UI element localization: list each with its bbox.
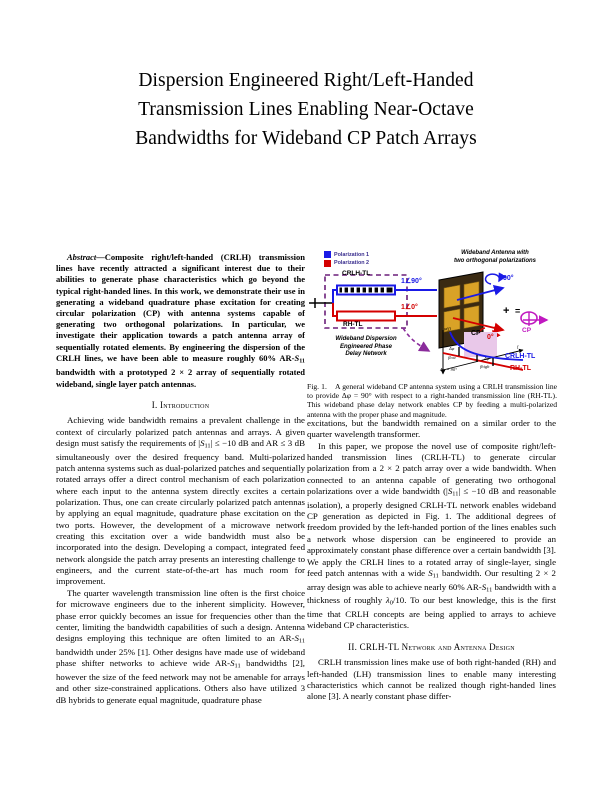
figure-1-caption — [307, 382, 557, 419]
intro-paragraph-1: Achieving wide bandwidth remains a prevalent challenge in the context of circularly polarized patch antennas and arrays. A given design must satisfy the requirements of $|S_{11}| \le -10$ dB and AR ≤ 3 dB simultaneously over the desired frequency band. Multi-polarized patch antenna systems such as dual-polarized patches and sequentially rotated arrays offer a direct control mechanism of each polarization where each input to the antenna system directly excites a certain polarization. Thus, one can create circularly polarized patch antennas by applying an equal magnitude, quadrature phase excitation on the two ports. However, the development of a microwave network creating this excitation over a wide bandwidth must also be incorporated into the design. Developing a compact, integrated feed network alongside the patch array presents an interesting challenge to engineers, and the current state-of-the-art has much room for improvement. — [56, 415, 306, 587]
inset-yaxis-label: φ(f) — [444, 326, 451, 331]
inset-series-rh-label: RH-TL — [510, 365, 531, 372]
section-number-1: I. — [151, 400, 158, 411]
phase-90-label: 1∠90° — [401, 278, 422, 285]
rotation-0-label: 0° — [487, 334, 494, 341]
network-line-1: Wideband Dispersion — [335, 336, 397, 342]
network-line-3: Delay Network — [345, 351, 387, 358]
antenna-title-line-2: two orthogonal polarizations — [454, 257, 536, 264]
rh-tl-block — [337, 312, 395, 321]
inset-xaxis-label: f — [517, 344, 519, 349]
left-column — [56, 252, 305, 706]
figure-caption-text: A general wideband CP antenna system using a CRLH transmission line to provide Δφ = 90° with respect to a right-handed transmission line (RH-TL). This wideband phase delay network enables CP by feeding a multi-polarized antenna with the proper phase and magnitude. — [307, 382, 558, 419]
intro-paragraph-2: The quarter wavelength transmission line often is the first choice for microwave engineers due to the inherent simplicity. However, phase error quickly becomes an issue for frequencies other than the center, limiting the bandwidth capabilities of such a design. Antenna designs employing this technique are often limited to an $AR-S_{11}$ bandwidth under 25% [1]. Other designs have made use of wideband phase shifter networks to achieve wide $AR-S_{11}$ bandwidths [2], however the size of the feed network may not be amenable for arrays and other size-constrained applications. Others also have utilized 3 dB hybrids to generate equal magnitude, quadrature phase — [56, 587, 305, 705]
patch-element-4 — [464, 306, 479, 329]
figure-1-graphic — [307, 248, 557, 378]
title-line-1: Dispersion Engineered Right/Left-Handed — [138, 70, 474, 91]
network-callout-text — [323, 336, 409, 359]
section-heading-introduction — [56, 400, 305, 410]
antenna-title-line-1: Wideband Antenna with — [461, 250, 529, 256]
inset-fhigh-label: fhigh — [480, 364, 490, 369]
title-line-2: Transmission Lines Enabling Near-Octave — [138, 99, 474, 120]
section-title-2: CRLH-TL Network and Antenna Design — [359, 642, 515, 653]
inset-note-label: Δφ = 90° — [440, 367, 458, 372]
abstract-body: Composite right/left-handed (CRLH) transmission lines have recently attracted a significant interest due to their abilities to generate phase characteristics which go beyond the typical right-handed lines. In this work, we demonstrate their use in generating a wideband quadrature phase excitation for creating circular polarization (CP) with antenna systems capable of generating two orthogonal polarizations. In particular, we investigate their application towards a patch antenna array of sequentially rotated elements. By engineering the dispersion of the CRLH lines, we have been able to measure roughly 60% $AR-S_{11}$ bandwidth with a prototyped 2 × 2 array of sequentially rotated wideband, single layer patch antennas. — [56, 252, 305, 389]
inset-delta-low-label: Δφ — [449, 346, 455, 351]
page-title — [72, 66, 540, 153]
rotation-90-loop-icon — [486, 274, 500, 284]
title-line-3: Bandwidths for Wideband CP Patch Arrays — [135, 128, 477, 149]
crlh-tl-block-label: CRLH-TL — [342, 270, 371, 277]
inset-delta-high-label: Δφ — [484, 356, 490, 361]
right-paragraph-2: In this paper, we propose the novel use of composite right/left-handed transmission lines (CRLH-TL) to generate circular polarization from a 2 × 2 patch array over a wide bandwidth. When connected to an antenna capable of generating two orthogonal polarizations over a wide bandwidth ($|S_{11}| \le -10$ dB and reasonable isolation), a properly designed CRLH-TL network enables wideband CP generation as depicted in Fig. 1. The additional degrees of freedom provided by the left-handed portion of the lines enables such a network whose dispersion can be engineered to provide an approximately constant phase difference over a certain bandwidth [3]. We apply the CRLH lines to a rotated array of single-layer, single feed patch antennas with a wide $S_{11}$ bandwidth. Our resulting 2 × 2 array design was able to achieve nearly 60% $AR-S_{11}$ bandwidth with a thickness of roughly $\lambda_0/10$. To our best knowledge, this is the first time that CRLH concepts are being applied to arrays to achieve wideband CP characteristics. — [307, 440, 556, 631]
rh-tl-block-label: RH-TL — [343, 321, 363, 328]
patch-element-2 — [464, 282, 479, 305]
figure-1 — [307, 248, 557, 419]
section-number-2: II. — [348, 642, 358, 653]
cp-label: CP — [522, 327, 532, 334]
rotation-90-label: 90° — [503, 275, 514, 282]
section-heading-design — [307, 642, 556, 652]
equals-sign-label: = — [515, 306, 521, 316]
right-paragraph-1: excitations, but the bandwidth remained on a similar order to the quarter wavelength transformer. — [307, 418, 556, 440]
inset-cp-region-label: CP — [471, 330, 481, 337]
section-title-1: Introduction — [159, 400, 210, 411]
phase-0-label: 1∠0° — [401, 304, 418, 311]
legend-label-2: Polarization 2 — [334, 260, 370, 266]
legend-label-1: Polarization 1 — [334, 251, 370, 258]
abstract-block — [56, 252, 305, 390]
antenna-title — [436, 250, 554, 265]
right-column — [307, 418, 556, 703]
abstract-dash: — — [96, 252, 105, 262]
right-paragraph-3: CRLH transmission lines make use of both right-handed (RH) and left-handed (LH) transmission lines to enable many interesting characteristics which cannot be realized though right-handed lines alone [3]. A nearly constant phase differ- — [307, 657, 556, 702]
network-line-2: Engineered Phase — [339, 343, 393, 350]
plus-sign-label: + — [503, 305, 510, 317]
abstract-heading: Abstract — [67, 252, 97, 262]
inset-flow-label: flow — [448, 355, 456, 360]
figure-caption-label: Fig. 1. — [307, 382, 327, 391]
inset-series-crlh-label: CRLH-TL — [505, 353, 536, 360]
patch-element-1 — [444, 285, 460, 308]
